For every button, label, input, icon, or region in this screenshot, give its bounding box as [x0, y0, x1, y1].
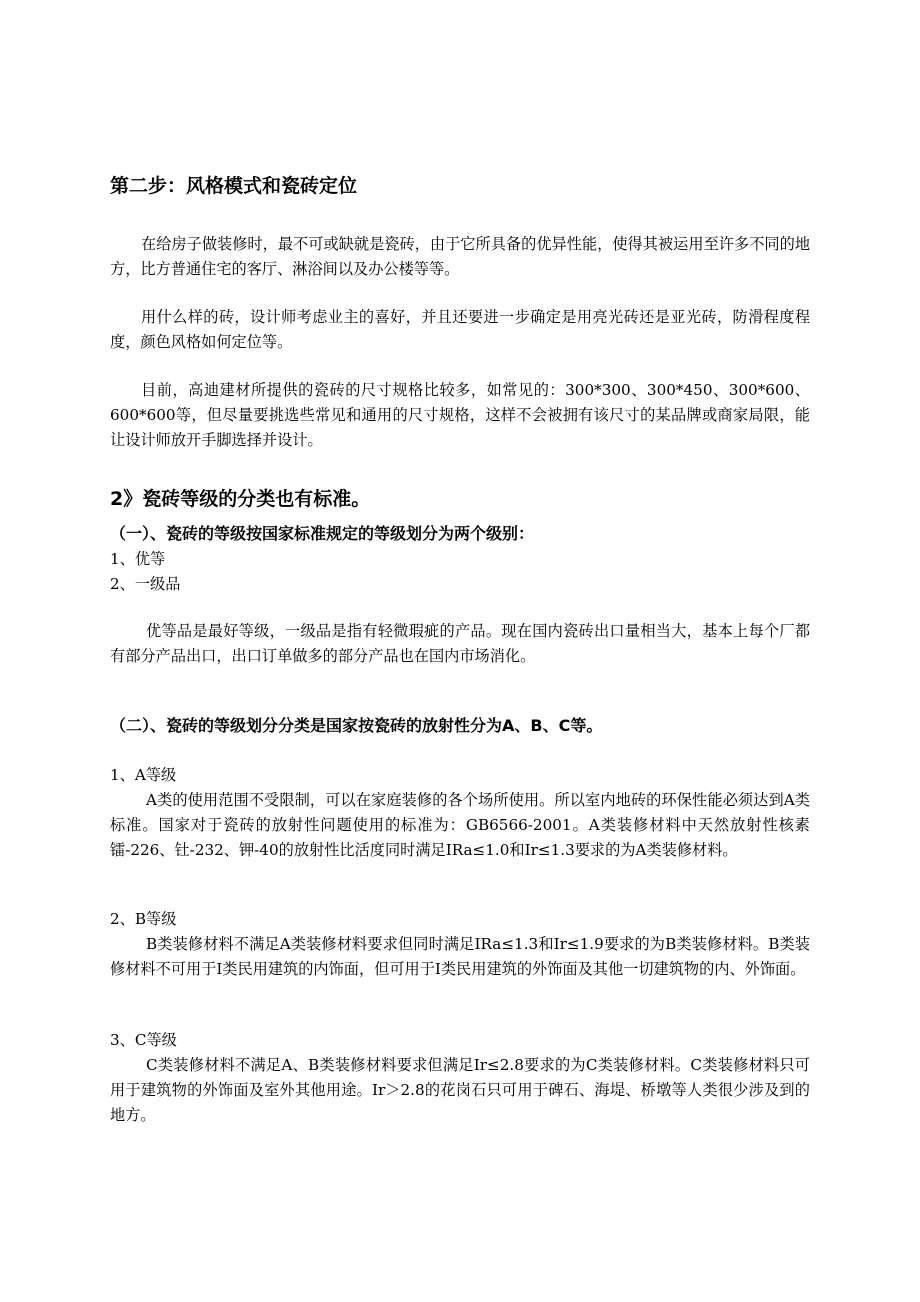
grade-c-label: 3、C等级	[110, 1031, 177, 1049]
section-title: 第二步：风格模式和瓷砖定位	[110, 175, 358, 197]
paragraph-tile-selection: 用什么样的砖，设计师考虑业主的喜好，并且还要进一步确定是用亮光砖还是亚光砖，防滑程度程度，颜色风格如何定位等。	[110, 308, 810, 351]
part1-item-1: 1、优等	[110, 550, 166, 568]
grade-a-body: A类的使用范围不受限制，可以在家庭装修的各个场所使用。所以室内地砖的环保性能必须达到A类标准。国家对于瓷砖的放射性问题使用的标准为：GB6566-2001。A类装修材料中天然放射性核素镭-226、钍-232、钾-40的放射性比活度同时满足IRa≤1.0和Ir≤1.3要求的为A类装修材料。	[110, 791, 810, 859]
part2-heading: （二）、瓷砖的等级划分分类是国家按瓷砖的放射性分为A、B、C等。	[110, 716, 603, 735]
grade-c-body: C类装修材料不满足A、B类装修材料要求但满足Ir≤2.8要求的为C类装修材料。C类装修材料只可用于建筑物的外饰面及室外其他用途。Ir＞2.8的花岗石只可用于碑石、海堤、桥墩等人类很少涉及到的地方。	[110, 1056, 810, 1124]
paragraph-tiles-usage: 在给房子做装修时，最不可或缺就是瓷砖，由于它所具备的优异性能，使得其被运用至许多不同的地方，比方普通住宅的客厅、淋浴间以及办公楼等等。	[110, 235, 810, 278]
grade-b-body: B类装修材料不满足A类装修材料要求但同时满足IRa≤1.3和Ir≤1.9要求的为B类装修材料。B类装修材料不可用于I类民用建筑的内饰面，但可用于I类民用建筑的外饰面及其他一切建筑物的内、外饰面。	[110, 935, 810, 978]
paragraph-tile-sizes: 目前，高迪建材所提供的瓷砖的尺寸规格比较多，如常见的：300*300、300*450、300*600、600*600等，但尽量要挑选些常见和通用的尺寸规格，这样不会被拥有该尺寸的某品牌或商家局限，能让设计师放开手脚选择并设计。	[110, 381, 810, 449]
part1-heading: （一）、瓷砖的等级按国家标准规定的等级划分为两个级别：	[110, 524, 535, 543]
part1-body: 优等品是最好等级，一级品是指有轻微瑕疵的产品。现在国内瓷砖出口量相当大，基本上每个厂都有部分产品出口，出口订单做多的部分产品也在国内市场消化。	[110, 622, 810, 665]
part1-item-2: 2、一级品	[110, 575, 181, 593]
grade-heading: 2》瓷砖等级的分类也有标准。	[110, 488, 371, 510]
grade-a-label: 1、A等级	[110, 766, 177, 784]
grade-b-label: 2、B等级	[110, 910, 177, 928]
